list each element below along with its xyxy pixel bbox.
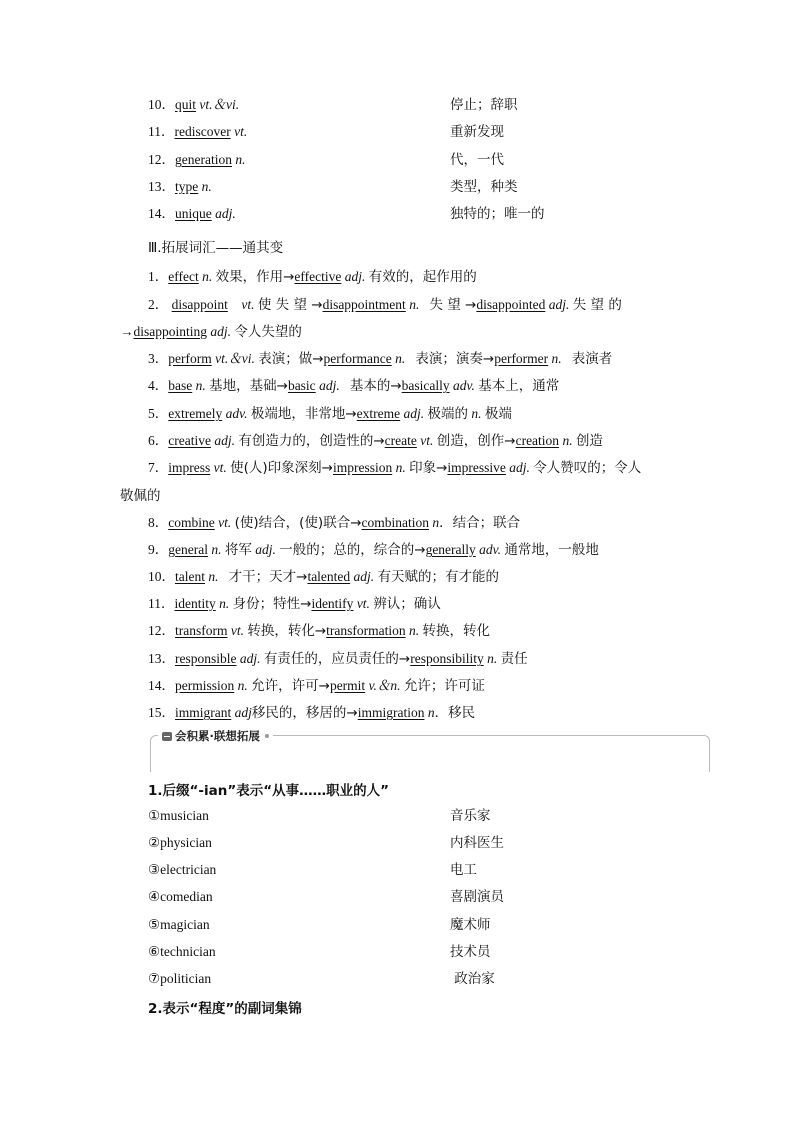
ext-item-11: 11．identity n. 身份；特性→identify vt. 辨认；确认 bbox=[148, 596, 441, 612]
part-of-speech: n. bbox=[235, 152, 246, 167]
item-number: 11． bbox=[148, 124, 175, 139]
ext-item-4: 4．base n. 基地，基础→basic adj. 基本的→basically adv. 基本上，通常 bbox=[148, 378, 560, 394]
ext-item-13: 13．responsible adj. 有责任的，应员责任的→responsibility n. 责任 bbox=[148, 651, 528, 667]
suffix-row: ④comedian 喜剧演员 bbox=[148, 889, 504, 905]
suffix-row: ②physician 内科医生 bbox=[148, 835, 504, 851]
suffix-heading: 1.后缀“-ian”表示“从事……职业的人” bbox=[148, 783, 389, 799]
ext-item-1: 1．effect n. 效果，作用→effective adj. 有效的，起作用的 bbox=[148, 269, 477, 285]
degree-heading: 2.表示“程度”的副词集锦 bbox=[148, 1001, 302, 1017]
vocab-word: rediscover bbox=[174, 124, 231, 139]
suffix-row: ⑥technician 技术员 bbox=[148, 944, 491, 960]
vocab-meaning: 停止；辞职 bbox=[450, 97, 518, 113]
suffix-row: ⑤magician 魔术师 bbox=[148, 917, 491, 933]
vocab-word: type bbox=[175, 179, 199, 194]
vocab-word: generation bbox=[175, 152, 232, 167]
dot-icon bbox=[265, 734, 269, 738]
vocab-word: quit bbox=[175, 97, 197, 112]
suffix-row: ③electrician 电工 bbox=[148, 862, 477, 878]
ext-item-9: 9．general n. 将军 adj. 一般的；总的，综合的→generally adv. 通常地，一般地 bbox=[148, 542, 599, 558]
vocab-row bbox=[148, 151, 504, 169]
suffix-row: ⑦politician 政治家 bbox=[148, 971, 495, 987]
ext-item-15: 15．immigrant adj移民的，移居的→immigration n．移民 bbox=[148, 705, 476, 721]
ext-item-6: 6．creative adj. 有创造力的，创造性的→create vt. 创造，创作→creation n. 创造 bbox=[148, 433, 603, 449]
note-icon bbox=[162, 732, 172, 741]
vocab-row bbox=[148, 178, 518, 196]
section-heading: Ⅲ.拓展词汇——通其变 bbox=[148, 240, 284, 256]
item-number: 10． bbox=[148, 97, 175, 112]
part-of-speech: vt. bbox=[234, 124, 248, 139]
ext-item-5: 5．extremely adv. 极端地，非常地→extreme adj. 极端的 n. 极端 bbox=[148, 406, 512, 422]
vocab-meaning: 代，一代 bbox=[450, 152, 504, 168]
ext-item-7-cont: 敬佩的 bbox=[120, 488, 161, 504]
vocab-row bbox=[148, 205, 545, 223]
ext-item-3: 3．perform vt.＆vi. 表演；做→performance n. 表演；演奏→performer n. 表演者 bbox=[148, 351, 613, 367]
callout-label: 会积累·联想拓展 bbox=[158, 728, 273, 744]
part-of-speech: vt.＆vi. bbox=[199, 97, 240, 112]
vocab-meaning: 重新发现 bbox=[450, 124, 504, 140]
ext-item-2: 2． disappoint vt. 使 失 望 →disappointment n. 失 望 →disappointed adj. 失 望 的 bbox=[148, 297, 622, 313]
part-of-speech: n. bbox=[201, 179, 212, 194]
part-of-speech: adj. bbox=[215, 206, 236, 221]
ext-item-14: 14．permission n. 允许，许可→permit v.＆n. 允许；许可证 bbox=[148, 678, 485, 694]
ext-item-7: 7．impress vt. 使(人)印象深刻→impression n. 印象→impressive adj. 令人赞叹的；令人 bbox=[148, 460, 642, 476]
ext-item-8: 8．combine vt. (使)结合，(使)联合→combination n．结合；联合 bbox=[148, 515, 521, 531]
ext-item-10: 10．talent n. 才干；天才→talented adj. 有天赋的；有才能的 bbox=[148, 569, 500, 585]
suffix-row: ①musician 音乐家 bbox=[148, 808, 491, 824]
vocab-row bbox=[148, 123, 504, 141]
item-number: 12． bbox=[148, 152, 175, 167]
vocab-meaning: 独特的；唯一的 bbox=[450, 206, 545, 222]
vocab-row bbox=[148, 96, 518, 114]
ext-item-12: 12．transform vt. 转换，转化→transformation n. 转换，转化 bbox=[148, 623, 491, 639]
vocab-word: unique bbox=[175, 206, 212, 221]
item-number: 14． bbox=[148, 206, 175, 221]
vocab-meaning: 类型，种类 bbox=[450, 179, 518, 195]
ext-item-2-cont: →disappointing adj. 令人失望的 bbox=[120, 324, 302, 340]
item-number: 13． bbox=[148, 179, 175, 194]
